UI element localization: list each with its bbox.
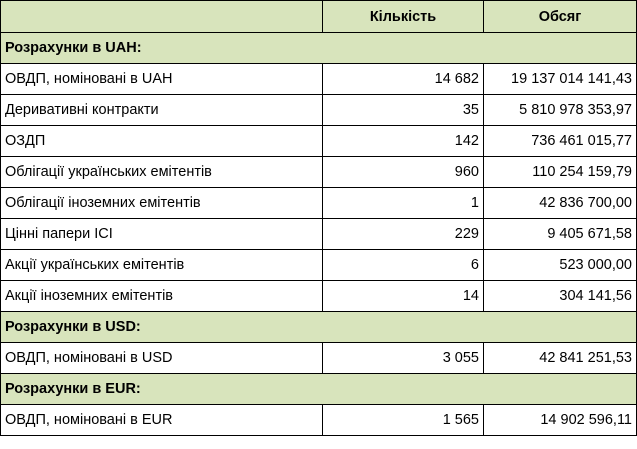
section-title: Розрахунки в USD: [1,312,637,343]
header-count: Кількість [323,1,484,33]
table-row [1,95,637,126]
section-title: Розрахунки в UAH: [1,33,637,64]
row-volume: 19 137 014 141,43 [484,64,637,95]
row-volume: 304 141,56 [484,281,637,312]
table-row [1,219,637,250]
row-count: 229 [323,219,484,250]
table-row [1,250,637,281]
table-row [1,343,637,374]
table-row [1,64,637,95]
row-count: 960 [323,157,484,188]
header-volume: Обсяг [484,1,637,33]
row-name: Облігації іноземних емітентів [1,188,323,219]
row-name: Облігації українських емітентів [1,157,323,188]
row-count: 3 055 [323,343,484,374]
row-count: 35 [323,95,484,126]
row-count: 1 565 [323,405,484,436]
table-row [1,281,637,312]
row-count: 142 [323,126,484,157]
row-name: ОВДП, номіновані в EUR [1,405,323,436]
table-row [1,188,637,219]
row-volume: 9 405 671,58 [484,219,637,250]
row-name: ОВДП, номіновані в USD [1,343,323,374]
row-name: Деривативні контракти [1,95,323,126]
row-name: Цінні папери ІСІ [1,219,323,250]
header-name [1,1,323,33]
table-row [1,157,637,188]
row-volume: 42 836 700,00 [484,188,637,219]
row-count: 14 682 [323,64,484,95]
section-row-usd [1,312,637,343]
row-name: Акції українських емітентів [1,250,323,281]
table-header-row [1,1,637,33]
section-title: Розрахунки в EUR: [1,374,637,405]
row-volume: 523 000,00 [484,250,637,281]
row-volume: 5 810 978 353,97 [484,95,637,126]
row-count: 1 [323,188,484,219]
section-row-uah [1,33,637,64]
row-name: ОЗДП [1,126,323,157]
table-row [1,405,637,436]
row-volume: 14 902 596,11 [484,405,637,436]
row-name: Акції іноземних емітентів [1,281,323,312]
row-count: 6 [323,250,484,281]
row-volume: 42 841 251,53 [484,343,637,374]
row-volume: 736 461 015,77 [484,126,637,157]
section-row-eur [1,374,637,405]
row-count: 14 [323,281,484,312]
table-row [1,126,637,157]
row-volume: 110 254 159,79 [484,157,637,188]
row-name: ОВДП, номіновані в UAH [1,64,323,95]
